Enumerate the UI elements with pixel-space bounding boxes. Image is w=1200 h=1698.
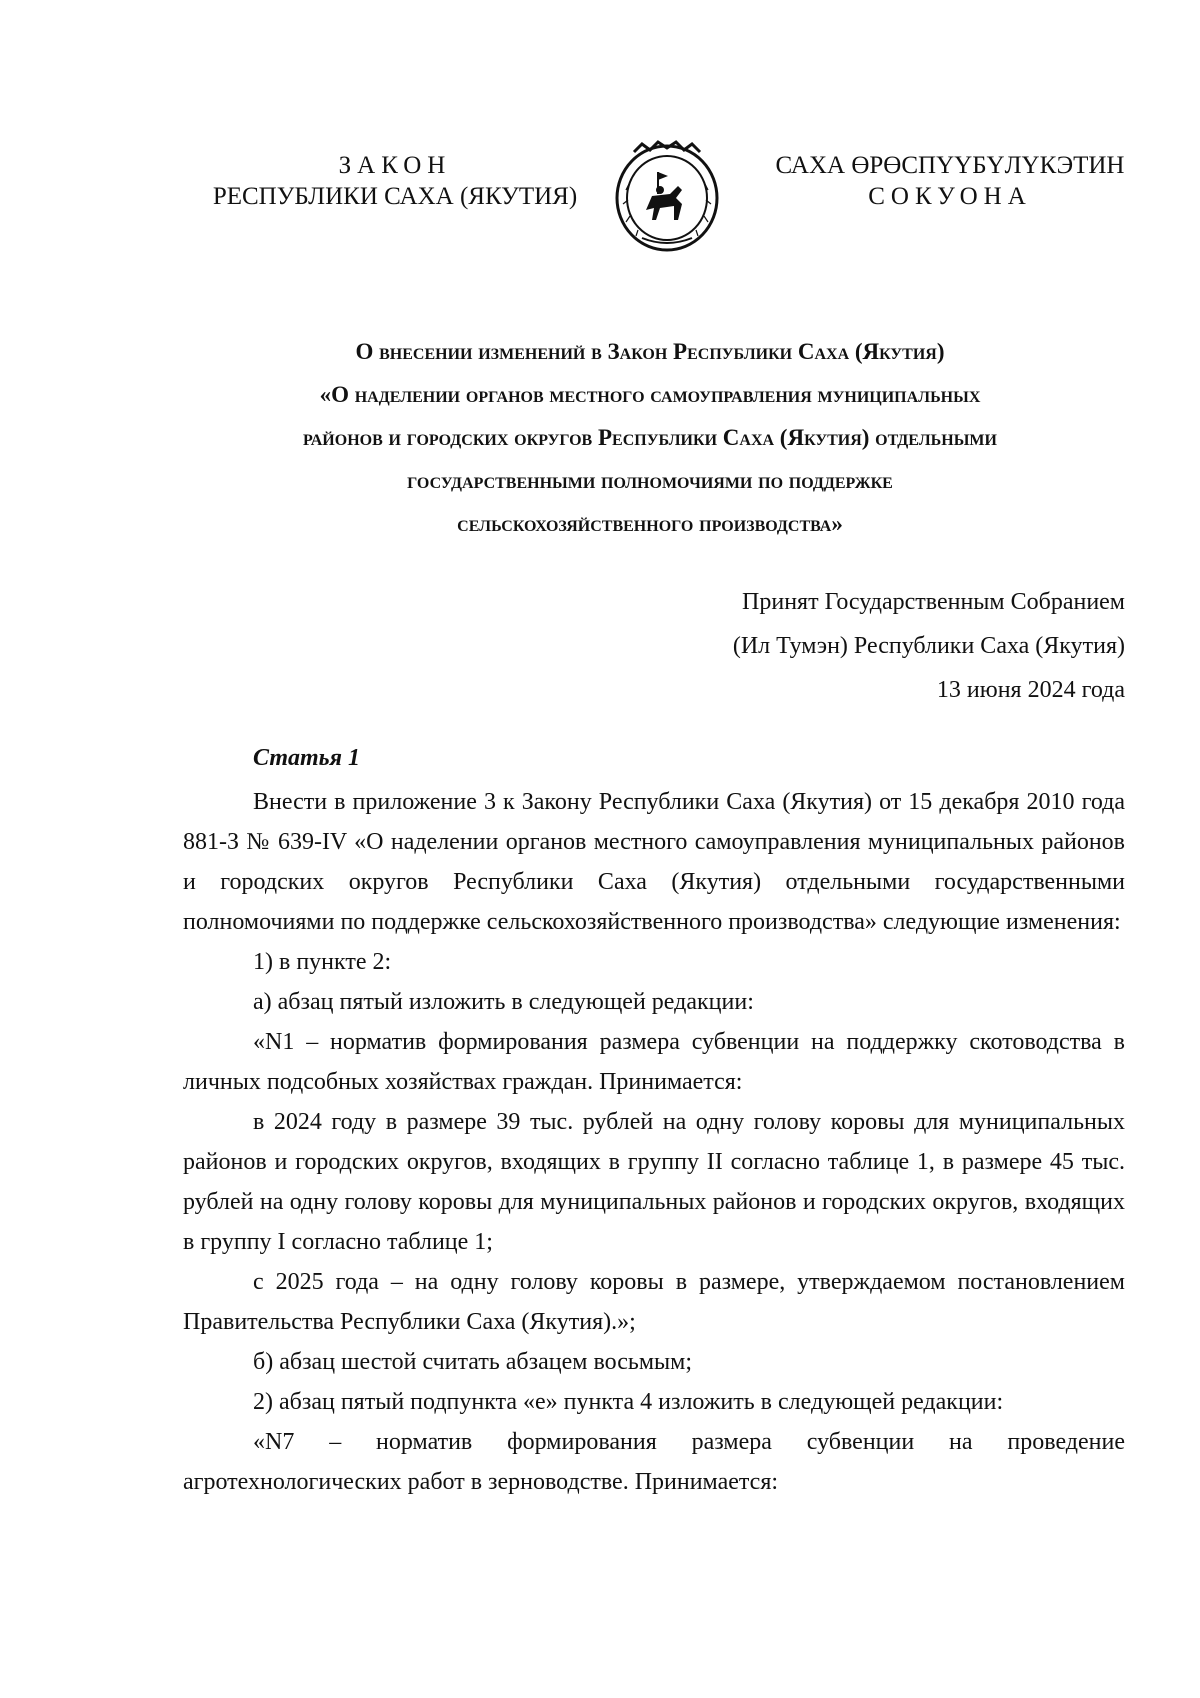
- paragraph: 1) в пункте 2:: [253, 949, 392, 975]
- law-label-yakut: СОКУОНА: [868, 183, 1032, 210]
- article-heading: Статья 1: [253, 745, 361, 771]
- law-label: ЗАКОН: [338, 152, 452, 179]
- adoption-info: [733, 580, 1125, 712]
- title-line-1: О внесении изменений в Закон Республики Саха (Якутия): [355, 339, 945, 364]
- title-line-5: сельскохозяйственного производства»: [457, 511, 843, 536]
- paragraph: «N7 – норматив формирования размера субвенции на проведение агротехнологических работ в зерноводстве. Принимается:: [183, 1429, 1125, 1495]
- paragraph: Внести в приложение 3 к Закону Республики Саха (Якутия) от 15 декабря 2010 года 881-З № 639-IV «О наделении органов местного самоуправления муниципальных районов и городских округов Республики Саха (Якутия) отдельными государственными полномочиями по поддержке сельскохозяйственного производства» следующие изменения:: [183, 789, 1125, 935]
- adopted-by: Принят Государственным Собранием: [742, 589, 1125, 615]
- republic-name-yakut: САХА ӨРӨСПҮҮБҮЛҮКЭТИН: [775, 152, 1125, 179]
- title-line-3: районов и городских округов Республики Саха (Якутия) отдельными: [303, 425, 997, 450]
- title-line-2: «О наделении органов местного самоуправления муниципальных: [319, 382, 981, 407]
- header-right: [765, 150, 1135, 212]
- paragraph: б) абзац шестой считать абзацем восьмым;: [253, 1349, 692, 1375]
- adopted-date: 13 июня 2024 года: [936, 677, 1125, 703]
- title-line-4: государственными полномочиями по поддержке: [407, 468, 893, 493]
- paragraph: в 2024 году в размере 39 тыс. рублей на одну голову коровы для муниципальных районов и городских округов, входящих в группу II согласно таблице 1, в размере 45 тыс. рублей на одну голову коровы для муниципальных районов и городских округов, входящих в группу I согласно таблице 1;: [183, 1109, 1125, 1255]
- paragraph: 2) абзац пятый подпункта «е» пункта 4 изложить в следующей редакции:: [253, 1389, 1004, 1415]
- republic-name: РЕСПУБЛИКИ САХА (ЯКУТИЯ): [212, 183, 578, 210]
- paragraph: «N1 – норматив формирования размера субвенции на поддержку скотоводства в личных подсобных хозяйствах граждан. Принимается:: [183, 1029, 1125, 1095]
- paragraph: а) абзац пятый изложить в следующей редакции:: [253, 989, 754, 1015]
- adopted-assembly: (Ил Тумэн) Республики Саха (Якутия): [732, 633, 1125, 659]
- paragraph: с 2025 года – на одну голову коровы в размере, утверждаемом постановлением Правительства Республики Саха (Якутия).»;: [183, 1269, 1125, 1335]
- coat-of-arms-icon: [612, 138, 722, 254]
- header-left: [195, 150, 595, 212]
- document-body: [183, 738, 1125, 1502]
- law-title: [200, 330, 1100, 545]
